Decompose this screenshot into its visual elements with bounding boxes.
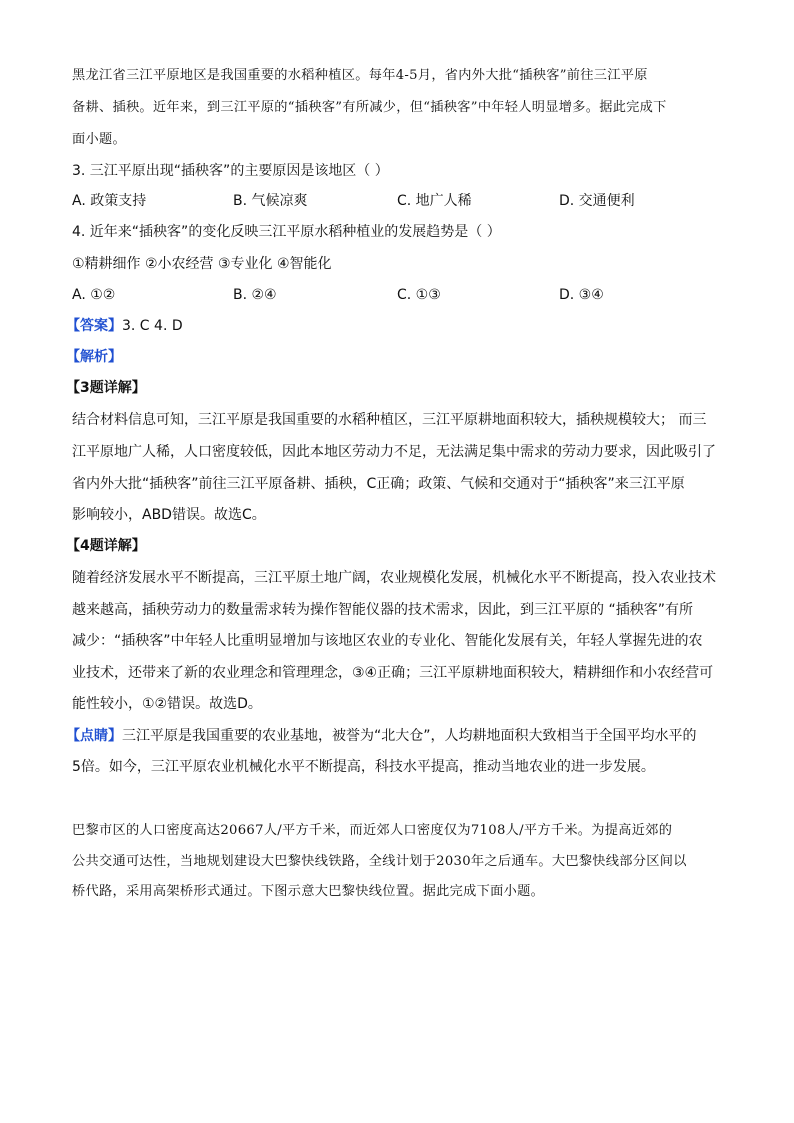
q4-option-c: C. ①③ — [397, 287, 441, 303]
detail4-line-5: 能性较小，①②错误。故选D。 — [72, 696, 262, 712]
q3-stem: 3. 三江平原出现“插秧客”的主要原因是该地区（ ） — [72, 163, 389, 179]
analysis-line — [66, 347, 122, 367]
comment-line-1 — [66, 726, 697, 746]
detail4-tag: 【4题详解】 — [66, 538, 146, 554]
detail4-line-2: 越来越高，插秧劳动力的数量需求转为操作智能仪器的技术需求，因此，到三江平原的 “插秧客”有所 — [72, 602, 693, 618]
detail3-line-2: 江平原地广人稀，人口密度较低，因此本地区劳动力不足，无法满足集中需求的劳动力要求，因此吸引了 — [72, 444, 716, 460]
detail3-tag: 【3题详解】 — [66, 380, 146, 396]
q4-option-a: A. ①② — [72, 287, 116, 303]
comment-line-2: 5倍。如今，三江平原农业机械化水平不断提高，科技水平提高，推动当地农业的进一步发展。 — [72, 759, 655, 775]
q4-stem: 4. 近年来“插秧客”的变化反映三江平原水稻种植业的发展趋势是（ ） — [72, 224, 501, 240]
analysis-tag: 【解析】 — [66, 349, 122, 365]
answer-line — [66, 316, 183, 336]
passage2-line-1: 巴黎市区的人口密度高达20667人/平方千米，而近郊人口密度仅为7108人/平方千米。为提高近郊的 — [72, 823, 673, 838]
passage1-line-2: 备耕、插秧。近年来，到三江平原的“插秧客”有所减少，但“插秧客”中年轻人明显增多。据此完成下 — [72, 100, 667, 115]
q3-option-c: C. 地广人稀 — [397, 193, 472, 209]
answer-tag: 【答案】 — [66, 318, 122, 334]
passage2-line-3: 桥代路，采用高架桥形式通过。下图示意大巴黎快线位置。据此完成下面小题。 — [72, 884, 545, 899]
detail3-line-3: 省内外大批“插秧客”前往三江平原备耕、插秧，C正确；政策、气候和交通对于“插秧客”来三江平原 — [72, 476, 685, 492]
detail3-line-4: 影响较小，ABD错误。故选C。 — [72, 507, 266, 523]
q3-option-d: D. 交通便利 — [559, 193, 635, 209]
passage1-line-1: 黑龙江省三江平原地区是我国重要的水稻种植区。每年4-5月，省内外大批“插秧客”前往三江平原 — [72, 68, 648, 83]
detail3-line-1: 结合材料信息可知，三江平原是我国重要的水稻种植区，三江平原耕地面积较大，插秧规模较大； 而三 — [72, 412, 707, 428]
q4-option-d: D. ③④ — [559, 287, 604, 303]
detail4-line-4: 业技术，还带来了新的农业理念和管理理念，③④正确；三江平原耕地面积较大，精耕细作和小农经营可 — [72, 665, 714, 681]
passage2-line-2: 公共交通可达性，当地规划建设大巴黎快线铁路，全线计划于2030年之后通车。大巴黎快线部分区间以 — [72, 854, 687, 869]
q4-option-b: B. ②④ — [233, 287, 277, 303]
passage1-line-3: 面小题。 — [72, 132, 126, 147]
comment-tag: 【点睛】 — [66, 728, 122, 744]
q3-option-a: A. 政策支持 — [72, 193, 147, 209]
answer-text: 3. C 4. D — [122, 318, 183, 334]
comment-text-1: 三江平原是我国重要的农业基地，被誉为“北大仓”，人均耕地面积大致相当于全国平均水平的 — [122, 728, 697, 744]
q4-items: ①精耕细作 ②小农经营 ③专业化 ④智能化 — [72, 256, 332, 272]
detail4-line-1: 随着经济发展水平不断提高，三江平原土地广阔，农业规模化发展，机械化水平不断提高，投入农业技术 — [72, 570, 716, 586]
detail4-line-3: 减少：“插秧客”中年轻人比重明显增加与该地区农业的专业化、智能化发展有关，年轻人掌握先进的农 — [72, 633, 703, 649]
q3-option-b: B. 气候凉爽 — [233, 193, 308, 209]
